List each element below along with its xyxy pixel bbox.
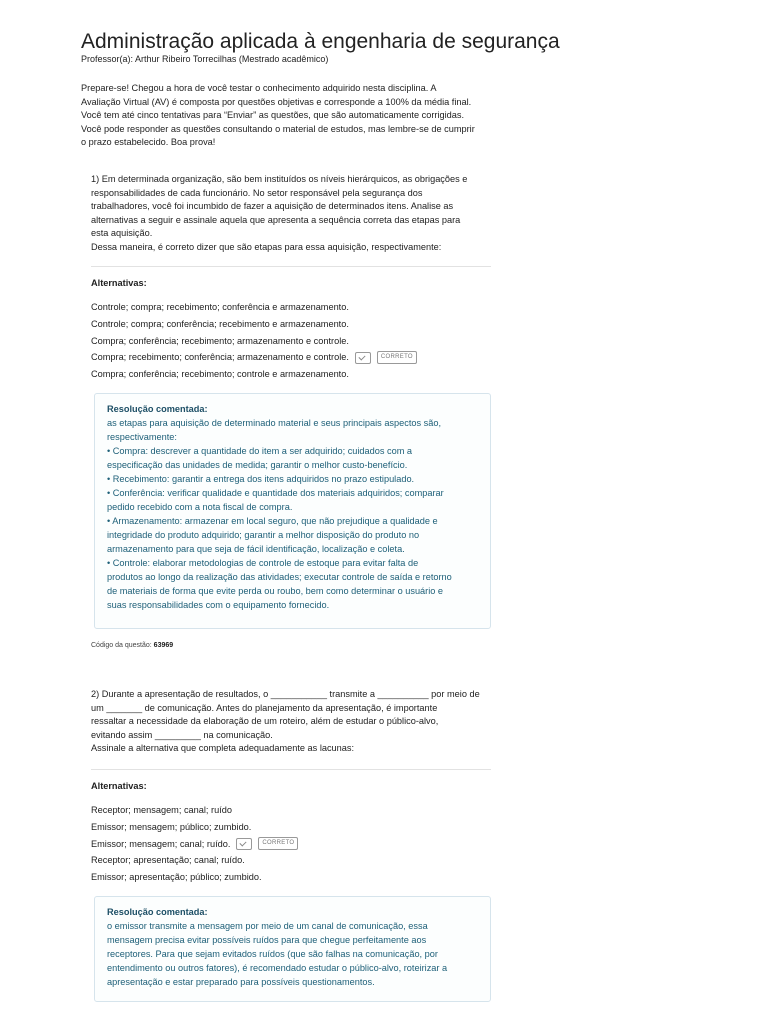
alternative-option[interactable]: [91, 819, 511, 836]
resolution-line: especificação das unidades de medida; garantir o melhor custo-benefício.: [107, 460, 408, 470]
alternative-option[interactable]: [91, 869, 511, 886]
intro-line: Você tem até cinco tentativas para “Enviar” as questões, que são automaticamente corrigidas.: [81, 110, 465, 121]
question-line: um _______ de comunicação. Antes do planejamento da apresentação, é importante: [91, 702, 438, 713]
question-2-statement: [91, 688, 493, 756]
alternatives-label: Alternativas:: [91, 781, 147, 791]
intro-text: [81, 82, 506, 150]
professor-info: Professor(a): Arthur Ribeiro Torrecilhas (Mestrado acadêmico): [81, 54, 329, 64]
alternative-text: Emissor; mensagem; público; zumbido.: [91, 821, 252, 832]
alternative-option[interactable]: [91, 802, 511, 819]
question-1-alternatives: [91, 299, 511, 383]
alternative-option[interactable]: [91, 316, 511, 333]
intro-line: Você pode responder as questões consultando o material de estudos, mas lembre-se de cumprir: [81, 123, 475, 134]
alternative-text: Receptor; apresentação; canal; ruído.: [91, 855, 245, 866]
intro-line: Prepare-se! Chegou a hora de você testar o conhecimento adquirido nesta disciplina. A: [81, 83, 437, 93]
resolution-line: o emissor transmite a mensagem por meio de um canal de comunicação, essa: [107, 921, 428, 931]
question-1-statement: [91, 173, 493, 255]
alternative-option[interactable]: [91, 852, 511, 869]
question-line: evitando assim _________ na comunicação.: [91, 729, 273, 740]
question-line: Dessa maneira, é correto dizer que são etapas para essa aquisição, respectivamente:: [91, 241, 442, 252]
question-line: alternativas a seguir e assinale aquela que apresenta a sequência correta das etapas para: [91, 214, 461, 225]
alternative-text: Compra; conferência; recebimento; controle e armazenamento.: [91, 369, 349, 380]
resolution-line: • Conferência: verificar qualidade e quantidade dos materiais adquiridos; comparar: [107, 488, 444, 498]
resolution-line: • Compra: descrever a quantidade do item a ser adquirido; cuidados com a: [107, 446, 413, 456]
resolution-line: pedido recebido com a nota fiscal de compra.: [107, 502, 293, 512]
resolution-line: de materiais de forma que evite perda ou roubo, bem como determinar o usuário e: [107, 586, 444, 596]
question-line: ressaltar a necessidade da elaboração de um roteiro, além de estudar o público-alvo,: [91, 716, 439, 727]
resolution-line: integridade do produto adquirido; garantir a melhor disposição do produto no: [107, 530, 420, 540]
question-code: [91, 642, 173, 649]
alternative-option[interactable]: [91, 366, 511, 383]
question-line: trabalhadores, você foi incumbido de fazer a aquisição de determinados itens. Analise as: [91, 201, 454, 212]
alternative-text: Controle; compra; recebimento; conferência e armazenamento.: [91, 302, 349, 312]
alternative-option-correct[interactable]: [91, 836, 511, 853]
alternative-text: Compra; recebimento; conferência; armazenamento e controle.: [91, 352, 349, 363]
question-line: esta aquisição.: [91, 228, 153, 239]
question-code-label: Código da questão:: [91, 642, 152, 649]
alternatives-label: Alternativas:: [91, 278, 147, 288]
resolution-title: Resolução comentada:: [107, 404, 208, 414]
intro-line: Avaliação Virtual (AV) é composta por questões objetivas e corresponde a 100% da média final.: [81, 96, 472, 107]
resolution-line: produtos ao longo da realização das atividades; executar controle de saída e retorno: [107, 572, 452, 582]
commented-resolution: [94, 896, 491, 1002]
resolution-line: • Armazenamento: armazenar em local seguro, que não prejudique a qualidade e: [107, 516, 438, 526]
alternative-option[interactable]: [91, 333, 511, 350]
resolution-line: entendimento ou outros fatores), é recomendado estudar o público-alvo, roteirizar a: [107, 963, 448, 973]
question-code-value: 63969: [153, 642, 174, 649]
resolution-line: armazenamento para que seja de fácil identificação, localização e coleta.: [107, 544, 405, 554]
question-line: 2) Durante a apresentação de resultados, o ___________ transmite a __________ por meio de: [91, 689, 480, 699]
alternative-text: Receptor; mensagem; canal; ruído: [91, 805, 232, 815]
intro-line: o prazo estabelecido. Boa prova!: [81, 137, 216, 148]
page-title: Administração aplicada à engenharia de segurança: [81, 30, 560, 53]
alternative-text: Controle; compra; conferência; recebimento e armazenamento.: [91, 318, 349, 329]
alternative-text: Emissor; apresentação; público; zumbido.: [91, 872, 262, 883]
divider: [91, 266, 491, 267]
checkmark-icon: [236, 838, 252, 850]
resolution-line: mensagem precisa evitar possíveis ruídos para que chegue perfeitamente aos: [107, 935, 427, 945]
alternative-option-correct[interactable]: [91, 349, 511, 366]
checkmark-icon: [355, 352, 371, 364]
correct-badge: CORRETO: [377, 351, 417, 364]
resolution-title: Resolução comentada:: [107, 907, 208, 917]
resolution-line: as etapas para aquisição de determinado material e seus principais aspectos são,: [107, 418, 442, 428]
commented-resolution: [94, 393, 491, 629]
resolution-line: • Recebimento: garantir a entrega dos itens adquiridos no prazo estipulado.: [107, 474, 415, 484]
question-line: Assinale a alternativa que completa adequadamente as lacunas:: [91, 743, 355, 754]
resolution-line: receptores. Para que sejam evitados ruídos (que são falhas na comunicação, por: [107, 949, 438, 959]
question-line: 1) Em determinada organização, são bem instituídos os níveis hierárquicos, as obrigações e: [91, 174, 468, 184]
divider: [91, 769, 491, 770]
question-2-alternatives: [91, 802, 511, 886]
alternative-text: Compra; conferência; recebimento; armazenamento e controle.: [91, 335, 349, 346]
resolution-line: suas responsabilidades com o equipamento fornecido.: [107, 600, 330, 610]
resolution-line: apresentação e estar preparado para possíveis questionamentos.: [107, 977, 375, 987]
question-line: responsabilidades de cada funcionário. No setor responsável pela segurança dos: [91, 187, 423, 198]
resolution-line: respectivamente:: [107, 432, 177, 442]
alternative-text: Emissor; mensagem; canal; ruído.: [91, 838, 231, 849]
alternative-option[interactable]: [91, 299, 511, 316]
resolution-line: • Controle: elaborar metodologias de controle de estoque para evitar falta de: [107, 558, 419, 568]
correct-badge: CORRETO: [258, 837, 298, 850]
